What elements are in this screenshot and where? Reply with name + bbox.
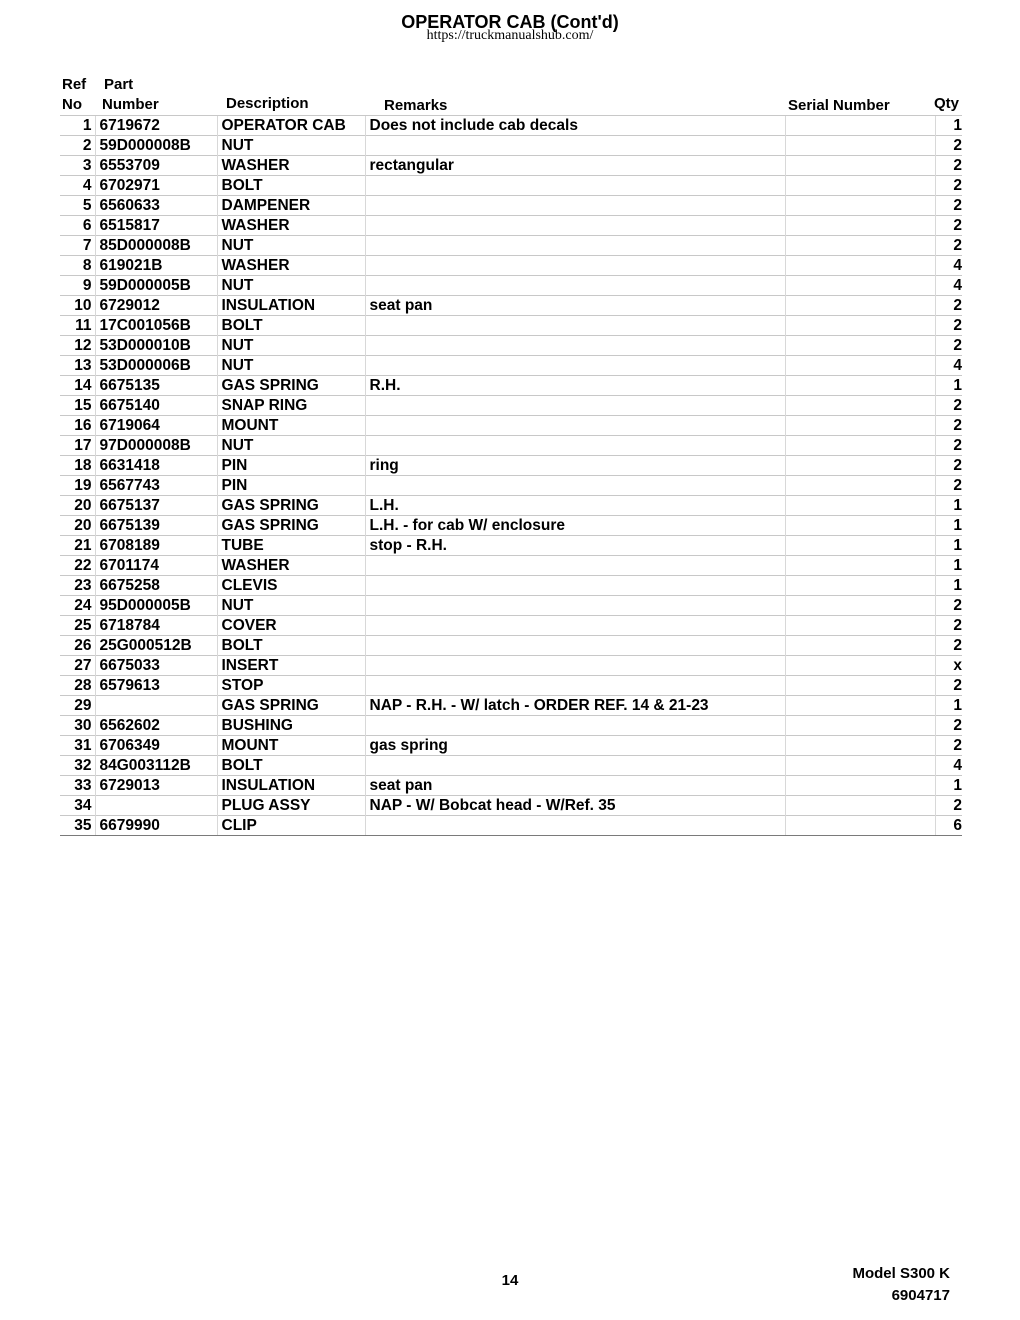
remarks-cell	[365, 716, 785, 736]
qty-cell: 2	[935, 296, 962, 316]
serial-number-cell	[785, 396, 935, 416]
part-number-cell: 6675137	[95, 496, 217, 516]
ref-no-cell: 18	[60, 456, 95, 476]
ref-no-cell: 10	[60, 296, 95, 316]
ref-no-cell: 7	[60, 236, 95, 256]
qty-cell: 2	[935, 456, 962, 476]
remarks-cell	[365, 236, 785, 256]
part-number-cell: 84G003112B	[95, 756, 217, 776]
header-part-line2: Number	[102, 96, 159, 113]
table-row	[60, 516, 962, 536]
serial-number-cell	[785, 276, 935, 296]
serial-number-cell	[785, 616, 935, 636]
part-number-cell: 25G000512B	[95, 636, 217, 656]
ref-no-cell: 27	[60, 656, 95, 676]
table-row	[60, 456, 962, 476]
part-number-cell: 6706349	[95, 736, 217, 756]
serial-number-cell	[785, 556, 935, 576]
qty-cell: 1	[935, 576, 962, 596]
remarks-cell	[365, 316, 785, 336]
serial-number-cell	[785, 176, 935, 196]
qty-cell: 2	[935, 596, 962, 616]
ref-no-cell: 34	[60, 796, 95, 816]
serial-number-cell	[785, 316, 935, 336]
ref-no-cell: 8	[60, 256, 95, 276]
serial-number-cell	[785, 516, 935, 536]
remarks-cell: L.H. - for cab W/ enclosure	[365, 516, 785, 536]
description-cell: COVER	[217, 616, 365, 636]
remarks-cell: NAP - R.H. - W/ latch - ORDER REF. 14 & 21-23	[365, 696, 785, 716]
description-cell: OPERATOR CAB	[217, 116, 365, 136]
qty-cell: 2	[935, 216, 962, 236]
table-row	[60, 756, 962, 776]
qty-cell: 2	[935, 736, 962, 756]
table-row	[60, 716, 962, 736]
header-part-line1: Part	[104, 76, 134, 93]
remarks-cell	[365, 216, 785, 236]
qty-cell: 2	[935, 156, 962, 176]
table-row	[60, 796, 962, 816]
remarks-cell	[365, 476, 785, 496]
serial-number-cell	[785, 676, 935, 696]
qty-cell: 2	[935, 196, 962, 216]
description-cell: NUT	[217, 136, 365, 156]
table-row	[60, 816, 962, 836]
description-cell: GAS SPRING	[217, 516, 365, 536]
remarks-cell	[365, 596, 785, 616]
table-row	[60, 316, 962, 336]
table-row	[60, 636, 962, 656]
part-number-cell: 6562602	[95, 716, 217, 736]
part-number-cell: 6579613	[95, 676, 217, 696]
header-remarks: Remarks	[384, 97, 448, 114]
description-cell: GAS SPRING	[217, 376, 365, 396]
qty-cell: 2	[935, 676, 962, 696]
part-number-cell: 6729013	[95, 776, 217, 796]
ref-no-cell: 12	[60, 336, 95, 356]
remarks-cell	[365, 336, 785, 356]
table-row	[60, 216, 962, 236]
ref-no-cell: 17	[60, 436, 95, 456]
serial-number-cell	[785, 796, 935, 816]
serial-number-cell	[785, 376, 935, 396]
serial-number-cell	[785, 136, 935, 156]
serial-number-cell	[785, 236, 935, 256]
description-cell: BOLT	[217, 176, 365, 196]
part-number-cell: 17C001056B	[95, 316, 217, 336]
ref-no-cell: 3	[60, 156, 95, 176]
qty-cell: 2	[935, 476, 962, 496]
table-row	[60, 436, 962, 456]
table-row	[60, 496, 962, 516]
remarks-cell	[365, 196, 785, 216]
table-row	[60, 676, 962, 696]
remarks-cell	[365, 656, 785, 676]
remarks-cell	[365, 396, 785, 416]
table-row	[60, 376, 962, 396]
description-cell: BOLT	[217, 636, 365, 656]
ref-no-cell: 1	[60, 116, 95, 136]
document-number: 6904717	[891, 1287, 950, 1304]
description-cell: WASHER	[217, 556, 365, 576]
qty-cell: 4	[935, 276, 962, 296]
part-number-cell: 85D000008B	[95, 236, 217, 256]
remarks-cell	[365, 356, 785, 376]
remarks-cell	[365, 556, 785, 576]
qty-cell: 4	[935, 256, 962, 276]
ref-no-cell: 22	[60, 556, 95, 576]
description-cell: NUT	[217, 336, 365, 356]
ref-no-cell: 14	[60, 376, 95, 396]
part-number-cell: 6719064	[95, 416, 217, 436]
qty-cell: 1	[935, 496, 962, 516]
table-row	[60, 556, 962, 576]
qty-cell: 1	[935, 516, 962, 536]
remarks-cell: NAP - W/ Bobcat head - W/Ref. 35	[365, 796, 785, 816]
qty-cell: 2	[935, 416, 962, 436]
header-ref-line2: No	[62, 96, 82, 113]
ref-no-cell: 13	[60, 356, 95, 376]
qty-cell: 2	[935, 316, 962, 336]
qty-cell: 1	[935, 696, 962, 716]
header-description: Description	[226, 95, 309, 112]
serial-number-cell	[785, 196, 935, 216]
description-cell: DAMPENER	[217, 196, 365, 216]
description-cell: BUSHING	[217, 716, 365, 736]
ref-no-cell: 28	[60, 676, 95, 696]
description-cell: GAS SPRING	[217, 696, 365, 716]
ref-no-cell: 21	[60, 536, 95, 556]
qty-cell: 2	[935, 716, 962, 736]
description-cell: INSERT	[217, 656, 365, 676]
qty-cell: 2	[935, 336, 962, 356]
description-cell: INSULATION	[217, 296, 365, 316]
serial-number-cell	[785, 816, 935, 836]
table-row	[60, 476, 962, 496]
parts-table	[60, 115, 962, 836]
serial-number-cell	[785, 156, 935, 176]
serial-number-cell	[785, 536, 935, 556]
part-number-cell: 6719672	[95, 116, 217, 136]
part-number-cell: 59D000005B	[95, 276, 217, 296]
table-row	[60, 776, 962, 796]
header-qty: Qty	[934, 95, 960, 112]
serial-number-cell	[785, 636, 935, 656]
remarks-cell: rectangular	[365, 156, 785, 176]
serial-number-cell	[785, 756, 935, 776]
description-cell: PIN	[217, 456, 365, 476]
serial-number-cell	[785, 476, 935, 496]
remarks-cell	[365, 616, 785, 636]
remarks-cell	[365, 416, 785, 436]
part-number-cell: 6701174	[95, 556, 217, 576]
parts-table-body	[60, 116, 962, 836]
ref-no-cell: 19	[60, 476, 95, 496]
page-title: OPERATOR CAB (Cont'd)	[401, 12, 619, 32]
ref-no-cell: 16	[60, 416, 95, 436]
serial-number-cell	[785, 696, 935, 716]
serial-number-cell	[785, 436, 935, 456]
part-number-cell: 6560633	[95, 196, 217, 216]
qty-cell: 4	[935, 356, 962, 376]
serial-number-cell	[785, 496, 935, 516]
qty-cell: 2	[935, 236, 962, 256]
qty-cell: 6	[935, 816, 962, 836]
part-number-cell: 6702971	[95, 176, 217, 196]
description-cell: BOLT	[217, 316, 365, 336]
ref-no-cell: 25	[60, 616, 95, 636]
remarks-cell: gas spring	[365, 736, 785, 756]
ref-no-cell: 23	[60, 576, 95, 596]
description-cell: TUBE	[217, 536, 365, 556]
serial-number-cell	[785, 776, 935, 796]
description-cell: STOP	[217, 676, 365, 696]
remarks-cell	[365, 136, 785, 156]
serial-number-cell	[785, 736, 935, 756]
qty-cell: 4	[935, 756, 962, 776]
qty-cell: 2	[935, 396, 962, 416]
ref-no-cell: 32	[60, 756, 95, 776]
part-number-cell: 6675258	[95, 576, 217, 596]
table-row	[60, 356, 962, 376]
footer-model-info	[852, 1263, 950, 1307]
ref-no-cell: 2	[60, 136, 95, 156]
table-row	[60, 156, 962, 176]
table-row	[60, 196, 962, 216]
qty-cell: 2	[935, 436, 962, 456]
part-number-cell: 6718784	[95, 616, 217, 636]
part-number-cell: 6567743	[95, 476, 217, 496]
remarks-cell: ring	[365, 456, 785, 476]
table-row	[60, 336, 962, 356]
remarks-cell	[365, 676, 785, 696]
table-row	[60, 596, 962, 616]
part-number-cell	[95, 696, 217, 716]
remarks-cell	[365, 636, 785, 656]
serial-number-cell	[785, 596, 935, 616]
qty-cell: 2	[935, 616, 962, 636]
ref-no-cell: 20	[60, 496, 95, 516]
serial-number-cell	[785, 216, 935, 236]
part-number-cell: 6708189	[95, 536, 217, 556]
part-number-cell	[95, 796, 217, 816]
page-number: 14	[501, 1272, 519, 1289]
ref-no-cell: 11	[60, 316, 95, 336]
part-number-cell: 53D000010B	[95, 336, 217, 356]
description-cell: CLEVIS	[217, 576, 365, 596]
remarks-cell: Does not include cab decals	[365, 116, 785, 136]
ref-no-cell: 35	[60, 816, 95, 836]
qty-cell: 2	[935, 136, 962, 156]
table-row	[60, 236, 962, 256]
serial-number-cell	[785, 576, 935, 596]
description-cell: INSULATION	[217, 776, 365, 796]
part-number-cell: 6631418	[95, 456, 217, 476]
qty-cell: 1	[935, 116, 962, 136]
serial-number-cell	[785, 416, 935, 436]
description-cell: NUT	[217, 596, 365, 616]
header-ref-line1: Ref	[62, 76, 87, 93]
qty-cell: 1	[935, 536, 962, 556]
ref-no-cell: 15	[60, 396, 95, 416]
description-cell: NUT	[217, 436, 365, 456]
table-row	[60, 116, 962, 136]
qty-cell: x	[935, 656, 962, 676]
ref-no-cell: 6	[60, 216, 95, 236]
table-row	[60, 256, 962, 276]
table-row	[60, 656, 962, 676]
ref-no-cell: 20	[60, 516, 95, 536]
qty-cell: 1	[935, 556, 962, 576]
remarks-cell	[365, 816, 785, 836]
ref-no-cell: 29	[60, 696, 95, 716]
part-number-cell: 59D000008B	[95, 136, 217, 156]
remarks-cell: R.H.	[365, 376, 785, 396]
remarks-cell: stop - R.H.	[365, 536, 785, 556]
remarks-cell	[365, 756, 785, 776]
remarks-cell: seat pan	[365, 776, 785, 796]
description-cell: NUT	[217, 236, 365, 256]
model-name: Model S300 K	[852, 1265, 950, 1282]
ref-no-cell: 9	[60, 276, 95, 296]
serial-number-cell	[785, 256, 935, 276]
description-cell: NUT	[217, 356, 365, 376]
remarks-cell	[365, 176, 785, 196]
remarks-cell	[365, 436, 785, 456]
part-number-cell: 6515817	[95, 216, 217, 236]
remarks-cell: L.H.	[365, 496, 785, 516]
table-row	[60, 276, 962, 296]
part-number-cell: 6675140	[95, 396, 217, 416]
table-row	[60, 536, 962, 556]
qty-cell: 1	[935, 776, 962, 796]
ref-no-cell: 31	[60, 736, 95, 756]
table-row	[60, 576, 962, 596]
serial-number-cell	[785, 296, 935, 316]
serial-number-cell	[785, 456, 935, 476]
serial-number-cell	[785, 716, 935, 736]
ref-no-cell: 33	[60, 776, 95, 796]
qty-cell: 2	[935, 176, 962, 196]
description-cell: SNAP RING	[217, 396, 365, 416]
description-cell: MOUNT	[217, 736, 365, 756]
part-number-cell: 6729012	[95, 296, 217, 316]
table-row	[60, 176, 962, 196]
serial-number-cell	[785, 336, 935, 356]
remarks-cell	[365, 576, 785, 596]
watermark-url: https://truckmanualshub.com/	[426, 28, 594, 43]
ref-no-cell: 4	[60, 176, 95, 196]
serial-number-cell	[785, 116, 935, 136]
description-cell: WASHER	[217, 216, 365, 236]
serial-number-cell	[785, 656, 935, 676]
part-number-cell: 6675033	[95, 656, 217, 676]
qty-cell: 1	[935, 376, 962, 396]
table-row	[60, 696, 962, 716]
ref-no-cell: 30	[60, 716, 95, 736]
description-cell: NUT	[217, 276, 365, 296]
part-number-cell: 6553709	[95, 156, 217, 176]
qty-cell: 2	[935, 796, 962, 816]
part-number-cell: 97D000008B	[95, 436, 217, 456]
description-cell: CLIP	[217, 816, 365, 836]
ref-no-cell: 26	[60, 636, 95, 656]
part-number-cell: 95D000005B	[95, 596, 217, 616]
description-cell: PLUG ASSY	[217, 796, 365, 816]
table-row	[60, 616, 962, 636]
table-row	[60, 736, 962, 756]
description-cell: MOUNT	[217, 416, 365, 436]
table-row	[60, 396, 962, 416]
remarks-cell	[365, 276, 785, 296]
description-cell: BOLT	[217, 756, 365, 776]
description-cell: WASHER	[217, 156, 365, 176]
description-cell: PIN	[217, 476, 365, 496]
description-cell: WASHER	[217, 256, 365, 276]
remarks-cell	[365, 256, 785, 276]
part-number-cell: 619021B	[95, 256, 217, 276]
part-number-cell: 6675135	[95, 376, 217, 396]
table-row	[60, 296, 962, 316]
table-row	[60, 416, 962, 436]
qty-cell: 2	[935, 636, 962, 656]
part-number-cell: 6679990	[95, 816, 217, 836]
description-cell: GAS SPRING	[217, 496, 365, 516]
part-number-cell: 6675139	[95, 516, 217, 536]
part-number-cell: 53D000006B	[95, 356, 217, 376]
ref-no-cell: 24	[60, 596, 95, 616]
remarks-cell: seat pan	[365, 296, 785, 316]
serial-number-cell	[785, 356, 935, 376]
header-serial-number: Serial Number	[788, 97, 890, 114]
ref-no-cell: 5	[60, 196, 95, 216]
table-row	[60, 136, 962, 156]
